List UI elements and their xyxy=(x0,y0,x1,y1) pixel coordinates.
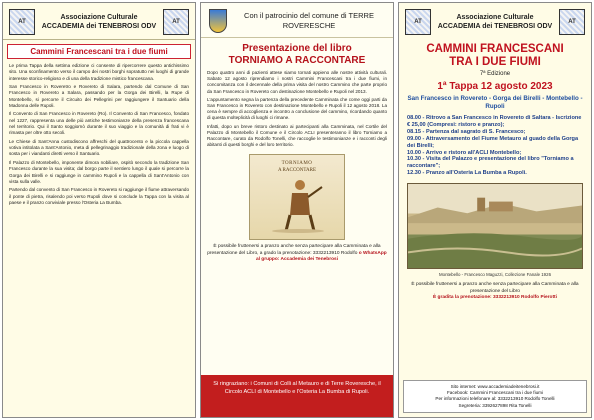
presentation-paragraph: L'appuntamento segna la partenza della precedente Camminata che come oggi parti da San Francesco in Rovereto con destinazione Montebello e Rupoli il 12 agosto 2018. La cena è sempre di accoglienza e incontro a conclusione del cammino, ricordando quanto di questa molteplicità di luoghi ci rimane. xyxy=(207,96,387,121)
secretary-phone: Segreteria: 3392627898 Rita Tonelli xyxy=(458,402,532,408)
association-logo-left: AT xyxy=(9,9,35,35)
presentation-text xyxy=(201,68,393,150)
panel-left xyxy=(2,2,196,418)
lunch-footer xyxy=(399,280,591,303)
book-illustration xyxy=(270,175,326,233)
history-paragraph: Partendo dal convento di San Francesco in Rovereto si raggiunge il fiume attraversando il ponte di pietra, risalendo poi verso Rupoli dove si conclude la Tappa con la visita al paese e il pranzo conviviale presso l'Osteria La Bumba. xyxy=(9,187,189,205)
schedule-item: 10.00 - Arrivo e ristoro all'ACLI Montebello; xyxy=(407,149,522,156)
lunch-note: È possibile fruttenersi a pranzo anche senza partecipare alla Camminata e alla presentazione del Libro, a grado la prenotazione: 3332213910 Rodolfo xyxy=(207,244,381,256)
website-link[interactable]: Sito internet: www.accademiadeitenebrosi.it xyxy=(450,383,540,389)
association-line2: ACCADEMIA dei TENEBROSI ODV xyxy=(41,23,157,30)
schedule-item: 12.30 - Pranzo all'Osteria La Bumba a Rupoli. xyxy=(407,170,527,177)
association-logo-right: AT xyxy=(559,9,585,35)
event-title xyxy=(399,39,591,69)
association-name xyxy=(438,13,552,31)
schedule-item: 09.00 - Attraversamento del Fiume Metauro al guado della Gorga dei Birelli; xyxy=(407,135,579,149)
association-header-right xyxy=(399,3,591,39)
panel-right xyxy=(398,2,592,418)
patronage-header xyxy=(201,3,393,38)
history-text xyxy=(3,61,195,208)
association-logo-right: AT xyxy=(163,9,189,35)
event-title-line2: TRA I DUE FIUMI xyxy=(449,56,541,68)
history-paragraph: Le prima Tappa della settima edizione ci consente di ripercorrere questo antichissimo sito. Una sconfinamento verso il campo dei nostri borghi sopratutto nei luoghi di grande interesse storico-religioso e di una della tradizione mistico francescana. xyxy=(9,63,189,81)
book-cover xyxy=(249,154,345,240)
patronage-text: Con il patrocinio del comune di TERRE ROVERESCHE xyxy=(244,11,374,30)
history-paragraph: Il Convento di San Francesco in Rovereto (Ro). Il Convento di San Francesco, fondato nel 1227, rappresenta una delle più antiche testimonianze della presenza francescana nel territorio. Qui il Santo soggiornò durante il suo viaggio e la comunità di frati vi è rimasta per oltre otto secoli. xyxy=(9,111,189,136)
book-title: TORNIAMO xyxy=(281,161,313,167)
history-paragraph: Il Palazzo di Montebello, imponente dimora nobiliare, ospitò secondo la tradizione San Francesco durante la sua visita; dal borgo parte il sentiero lungo il quale si percorre la Gorga dei Birelli e si raggiunge in cammino Rupoli e la cappella di Sant'Antonio con vista sulla valle. xyxy=(9,159,189,184)
cammini-banner: Cammini Francescani tra i due fiumi xyxy=(7,44,191,59)
association-line1: Associazione Culturale xyxy=(60,14,138,21)
route-text: San Francesco in Rovereto - Gorga dei Birelli - Montebello - Rupoli xyxy=(407,95,583,110)
municipality-crest-icon xyxy=(209,9,227,33)
landscape-illustration xyxy=(408,184,582,268)
history-paragraph: Le Chiese di Sant'Anna custodiscono affreschi del quattrocento e la piccola cappella votiva intitolata a Sant'Antonio, meta di pellegrinaggio tradizionale della zona e luogo di sosta per i viandanti diretti verso il Santuario. xyxy=(9,138,189,157)
presentation-title xyxy=(201,38,393,68)
edition-label: 7ª Edizione xyxy=(479,71,511,77)
association-line1: Associazione Culturale xyxy=(456,14,534,21)
presentation-paragraph: Infatti, dopo un breve ristoro destinato ai partecipanti alla Camminata, nel Cortile del Palazzo di Montebello il Comune e il Circolo ACLI presenteranno il libro Torniamo a Raccontare, curato da Rodolfo Tonelli, che raccoglie le testimonianze e i racconti degli abitanti di questi borghi e del loro territorio. xyxy=(207,123,387,148)
association-logo-left: AT xyxy=(405,9,431,35)
association-header xyxy=(3,3,195,40)
event-title-line1: CAMMINI FRANCESCANI xyxy=(426,43,564,55)
thanks-box: Si ringraziano: i Comuni di Colli al Metauro e di Terre Roveresche, il Circolo ACLI di Montebello e l'Osteria La Bumba di Rupoli. xyxy=(201,375,393,417)
association-line2: ACCADEMIA dei TENEBROSI ODV xyxy=(437,23,553,30)
presentation-title-line1: Presentazione del libro xyxy=(242,43,352,54)
whatsapp-note: o WhatsApp al gruppo: Accademia dei Tenebrosi xyxy=(255,250,387,263)
association-name xyxy=(42,13,156,31)
schedule-item: 10.30 - Visita del Palazzo e presentazione del libro "Torniamo a raccontare"; xyxy=(407,156,574,170)
tappa-date: 1ª Tappa 12 agosto 2023 xyxy=(437,81,553,92)
landscape-painting xyxy=(407,183,583,269)
schedule-item: 08.00 - Ritrovo a San Francesco in Rovereto di Saltara - Iscrizione € 25,00 (Compresi: ristoro e pranzo); xyxy=(407,115,582,128)
schedule-item: 08.15 - Partenza dal sagrato di S. Francesco; xyxy=(407,128,526,135)
painting-caption: Montebello - Francesco Maguzzi, Collezione Fanale 1926 xyxy=(438,272,552,278)
facebook-link[interactable]: Facebook: Cammini Francescani tra i due fiumi xyxy=(447,390,543,396)
presentation-footer xyxy=(201,240,393,265)
reservation-note: È gradita la prenotazione: 3332213910 Rodolfo Pierotti xyxy=(433,294,557,300)
lunch-note: È possibile fruttenersi a pranzo anche senza partecipare alla Camminata e alla presentazione del Libro xyxy=(411,282,579,294)
presentation-title-line2: TORNIAMO A RACCONTARE xyxy=(228,55,366,66)
contacts-box xyxy=(403,380,587,413)
book-subtitle: A RACCONTARE xyxy=(277,168,317,174)
presentation-paragraph: Dopo quattro anni di pazienti attese siamo tornati appieno alle nostre attività culturali. Sabato 12 agosto riprendiamo i nostri Cammini Francescani tra i due fiumi, in concomitanza con il decennale della prima visita del nostro Cammino che parte proprio da San Francesco in Rovereto con destinazione Montebello e Rupoli nel 2013. xyxy=(207,70,387,94)
info-phone: Per informazioni telefonare al: 3332213910 Rodolfo Tonelli xyxy=(435,396,555,402)
history-paragraph: San Francesco in Roveretro e Rovereto di Salara, partendo dal Comune di San Francesco in Rovereto a Salara, passando per la Gorga dei Birelli, la Rupe di Montebello, si percorre il Circuito dei Pellegrini per raggiungere il Santuario della Madonna delle Rupoli. xyxy=(9,84,189,109)
panel-middle xyxy=(200,2,394,418)
schedule-list xyxy=(399,115,591,177)
